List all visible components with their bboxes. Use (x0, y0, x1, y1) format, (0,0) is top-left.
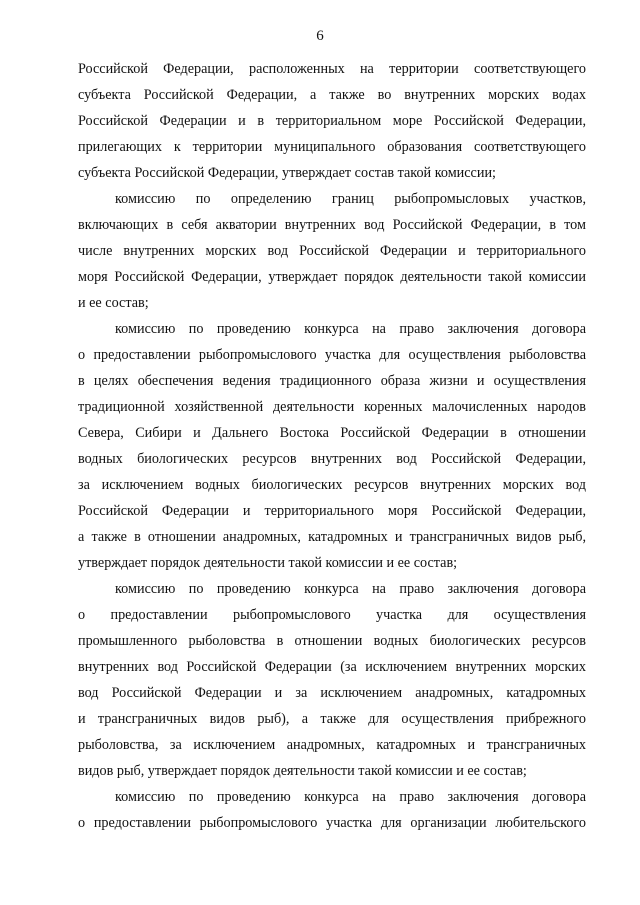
text-line: вод Российской Федерации и за исключением анадромных, катадромных (78, 685, 586, 701)
text-line: комиссию по проведению конкурса на право заключения договора (115, 321, 586, 337)
text-line: включающих в себя акватории внутренних вод Российской Федерации, в том (78, 217, 586, 233)
text-line: комиссию по проведению конкурса на право заключения договора (115, 581, 586, 597)
text-line: о предоставлении рыбопромыслового участка для организации любительского (78, 815, 586, 831)
text-line: внутренних вод Российской Федерации (за исключением внутренних морских (78, 659, 586, 675)
text-line: комиссию по проведению конкурса на право заключения договора (115, 789, 586, 805)
text-line: моря Российской Федерации, утверждает порядок деятельности такой комиссии (78, 269, 586, 285)
text-line: в целях обеспечения ведения традиционного образа жизни и осуществления (78, 373, 586, 389)
paragraph-recreational-fishing-commission (78, 784, 586, 836)
text-line: прилегающих к территории муниципального образования соответствующего (78, 139, 586, 155)
text-line: и трансграничных видов рыб), а также для осуществления прибрежного (78, 711, 586, 727)
paragraph-continuation (78, 56, 586, 186)
text-line: водных биологических ресурсов внутренних вод Российской Федерации, (78, 451, 586, 467)
page-number: 6 (316, 28, 324, 44)
text-line: рыболовства, за исключением анадромных, катадромных и трансграничных (78, 737, 586, 753)
text-line: Российской Федерации и в территориальном море Российской Федерации, (78, 113, 586, 129)
text-line: субъекта Российской Федерации, а также во внутренних морских водах (78, 87, 586, 103)
text-line: о предоставлении рыбопромыслового участка для осуществления рыболовства (78, 347, 586, 363)
text-line: Российской Федерации и территориального моря Российской Федерации, (78, 503, 586, 519)
text-line: а также в отношении анадромных, катадромных и трансграничных видов рыб, (78, 529, 586, 545)
text-line: Севера, Сибири и Дальнего Востока Российской Федерации в отношении (78, 425, 586, 441)
paragraph-boundary-commission (78, 186, 586, 316)
paragraph-traditional-fishing-commission (78, 316, 586, 576)
text-line: числе внутренних морских вод Российской Федерации и территориального (78, 243, 586, 259)
text-line: промышленного рыболовства в отношении водных биологических ресурсов (78, 633, 586, 649)
text-line: и ее состав; (78, 295, 149, 311)
text-line: видов рыб, утверждает порядок деятельности такой комиссии и ее состав; (78, 763, 527, 779)
text-line: традиционной хозяйственной деятельности коренных малочисленных народов (78, 399, 586, 415)
text-line: комиссию по определению границ рыбопромысловых участков, (115, 191, 586, 207)
text-line: за исключением водных биологических ресурсов внутренних морских вод (78, 477, 586, 493)
document-body (78, 56, 586, 836)
paragraph-industrial-fishing-commission (78, 576, 586, 784)
text-line: о предоставлении рыбопромыслового участка для осуществления (78, 607, 586, 623)
text-line: субъекта Российской Федерации, утверждает состав такой комиссии; (78, 165, 496, 181)
text-line: утверждает порядок деятельности такой комиссии и ее состав; (78, 555, 458, 571)
text-line: Российской Федерации, расположенных на территории соответствующего (78, 61, 586, 77)
